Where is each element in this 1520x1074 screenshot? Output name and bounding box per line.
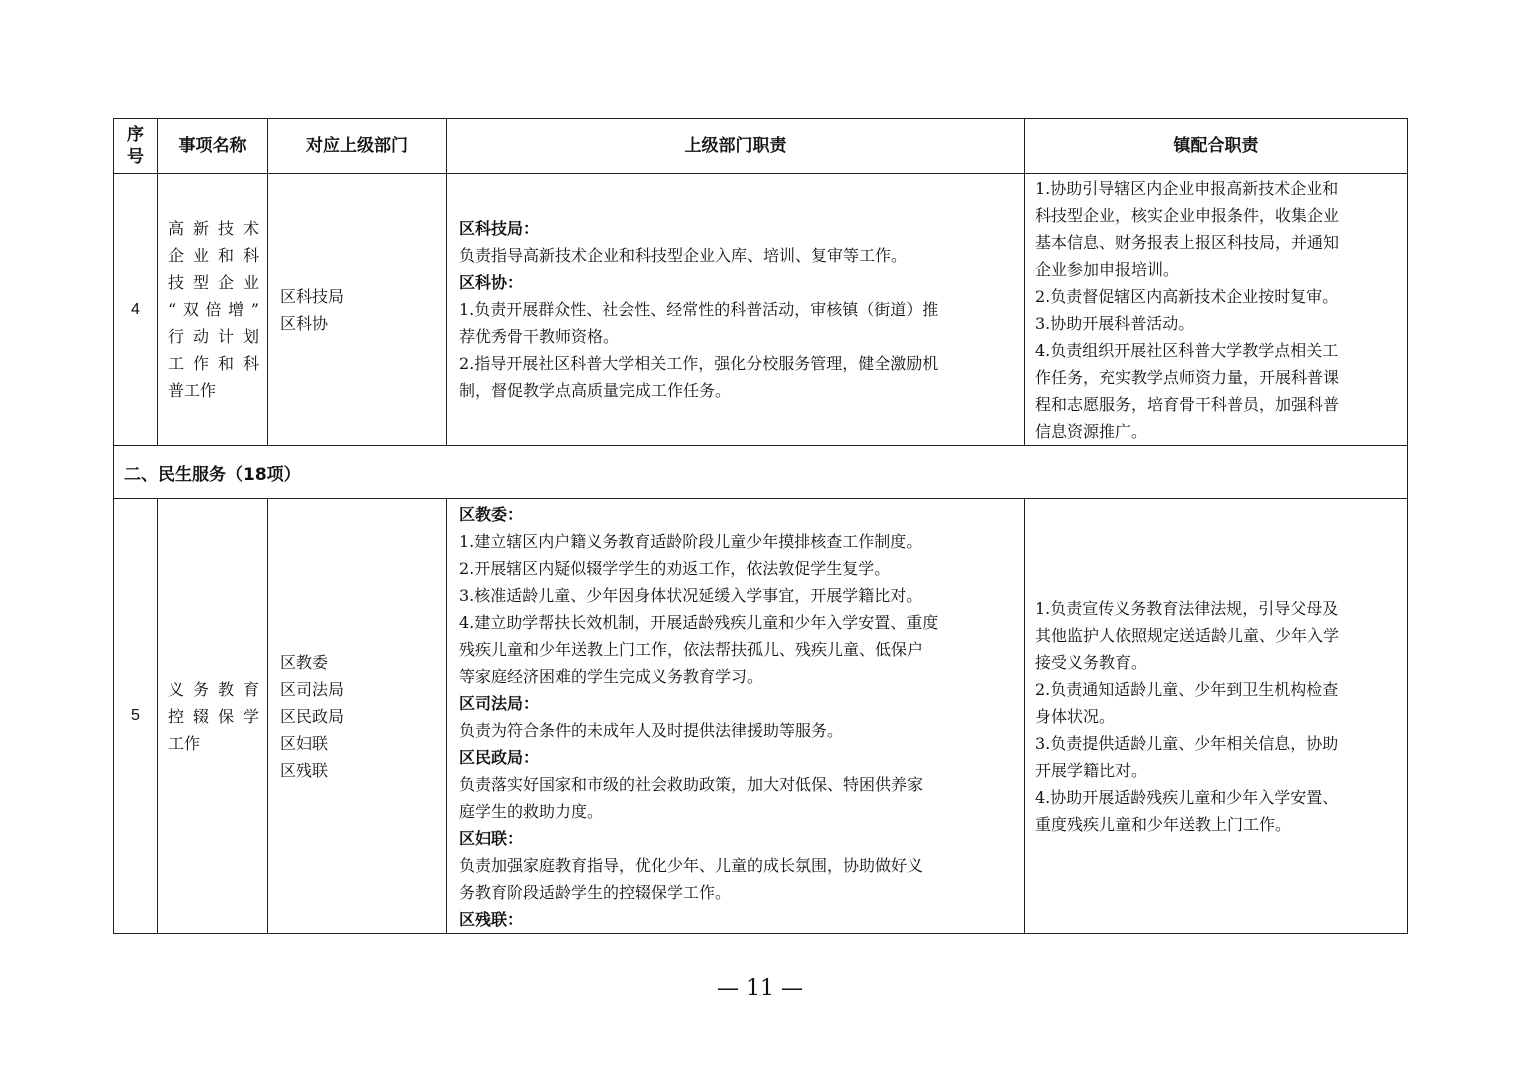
coop-line: 程和志愿服务，培育骨干科普员，加强科普 <box>1035 394 1340 414</box>
duty-line: 负责为符合条件的未成年人及时提供法律援助等服务。 <box>459 721 844 740</box>
duty-heading: 区司法局： <box>459 694 540 713</box>
header-num <box>114 119 158 174</box>
name-line: “双倍增” <box>168 300 259 319</box>
coop-line: 2.负责督促辖区内高新技术企业按时复审。 <box>1035 286 1339 306</box>
header-town-duty: 镇配合职责 <box>1025 119 1408 174</box>
dept-line: 区教委 <box>280 652 329 672</box>
dept-line: 区妇联 <box>280 733 329 753</box>
dept-line: 区司法局 <box>280 679 345 699</box>
coop-line: 信息资源推广。 <box>1035 421 1148 441</box>
coop-line: 企业参加申报培训。 <box>1035 259 1180 279</box>
coop-line: 接受义务教育。 <box>1035 652 1148 672</box>
duty-heading: 区科技局： <box>459 219 540 238</box>
duty-line: 2.指导开展社区科普大学相关工作，强化分校服务管理，健全激励机 <box>459 354 939 373</box>
duty-line: 2.开展辖区内疑似辍学学生的劝返工作，依法敦促学生复学。 <box>459 559 891 578</box>
name-line: 义务教育 <box>168 679 259 699</box>
row-depts <box>268 174 447 446</box>
duty-line: 3.核准适龄儿童、少年因身体状况延缓入学事宜，开展学籍比对。 <box>459 586 923 605</box>
duty-heading: 区教委： <box>459 505 524 524</box>
duty-heading: 区妇联： <box>459 829 524 848</box>
name-line: 控辍保学 <box>168 706 259 726</box>
name-line: 行动计划 <box>168 327 259 346</box>
coop-line: 身体状况。 <box>1035 706 1116 726</box>
coop-line: 1.协助引导辖区内企业申报高新技术企业和 <box>1035 178 1339 198</box>
table-header-row <box>114 119 1408 174</box>
dept-line: 区民政局 <box>280 706 345 726</box>
table-row <box>114 174 1408 446</box>
row-item-name <box>158 174 268 446</box>
coop-line: 3.负责提供适龄儿童、少年相关信息，协助 <box>1035 733 1339 753</box>
duty-line: 等家庭经济困难的学生完成义务教育学习。 <box>459 667 764 686</box>
header-num-line: 序 <box>127 125 144 145</box>
row-duties <box>447 174 1025 446</box>
name-line: 普工作 <box>168 381 217 400</box>
duty-line: 4.建立助学帮扶长效机制，开展适龄残疾儿童和少年入学安置、重度 <box>459 613 939 632</box>
section-title: 二、民生服务（18项） <box>114 446 1408 499</box>
duty-heading: 区科协： <box>459 273 524 292</box>
duty-line: 庭学生的救助力度。 <box>459 802 604 821</box>
header-item-name: 事项名称 <box>158 119 268 174</box>
row-item-name <box>158 499 268 934</box>
duty-line: 荐优秀骨干教师资格。 <box>459 327 620 346</box>
duty-line: 残疾儿童和少年送教上门工作，依法帮扶孤儿、残疾儿童、低保户 <box>459 640 924 659</box>
row-coop <box>1025 499 1408 934</box>
name-line: 工作 <box>168 733 201 753</box>
coop-line: 4.负责组织开展社区科普大学教学点相关工 <box>1035 340 1339 360</box>
page-number: — 11 — <box>717 976 803 1001</box>
coop-line: 重度残疾儿童和少年送教上门工作。 <box>1035 814 1292 834</box>
duties-table <box>113 118 1408 934</box>
section-row <box>114 446 1408 499</box>
header-superior-duty: 上级部门职责 <box>447 119 1025 174</box>
row-num: 5 <box>114 499 158 934</box>
coop-line: 2.负责通知适龄儿童、少年到卫生机构检查 <box>1035 679 1339 699</box>
duty-line: 负责指导高新技术企业和科技型企业入库、培训、复审等工作。 <box>459 246 908 265</box>
coop-line: 其他监护人依照规定送适龄儿童、少年入学 <box>1035 625 1340 645</box>
duty-line: 1.负责开展群众性、社会性、经常性的科普活动，审核镇（街道）推 <box>459 300 939 319</box>
row-duties <box>447 499 1025 934</box>
duty-heading: 区残联： <box>459 910 524 929</box>
coop-line: 3.协助开展科普活动。 <box>1035 313 1195 333</box>
duty-line: 制，督促教学点高质量完成工作任务。 <box>459 381 732 400</box>
coop-line: 4.协助开展适龄残疾儿童和少年入学安置、 <box>1035 787 1339 807</box>
table-row <box>114 499 1408 934</box>
coop-line: 科技型企业，核实企业申报条件，收集企业 <box>1035 205 1340 225</box>
dept-line: 区科协 <box>280 313 329 333</box>
coop-line: 1.负责宣传义务教育法律法规，引导父母及 <box>1035 598 1339 618</box>
dept-line: 区残联 <box>280 760 329 780</box>
duty-line: 负责加强家庭教育指导，优化少年、儿童的成长氛围，协助做好义 <box>459 856 924 875</box>
row-depts <box>268 499 447 934</box>
coop-line: 作任务，充实教学点师资力量，开展科普课 <box>1035 367 1340 387</box>
header-num-line: 号 <box>127 147 144 167</box>
row-coop <box>1025 174 1408 446</box>
row-num: 4 <box>114 174 158 446</box>
coop-line: 基本信息、财务报表上报区科技局，并通知 <box>1035 232 1340 252</box>
duty-heading: 区民政局： <box>459 748 540 767</box>
coop-line: 开展学籍比对。 <box>1035 760 1148 780</box>
duty-line: 务教育阶段适龄学生的控辍保学工作。 <box>459 883 732 902</box>
name-line: 企业和科 <box>168 246 259 265</box>
duty-line: 1.建立辖区内户籍义务教育适龄阶段儿童少年摸排核查工作制度。 <box>459 532 923 551</box>
duty-line: 负责落实好国家和市级的社会救助政策，加大对低保、特困供养家 <box>459 775 924 794</box>
dept-line: 区科技局 <box>280 286 345 306</box>
name-line: 技型企业 <box>168 273 259 292</box>
name-line: 高新技术 <box>168 219 259 238</box>
name-line: 工作和科 <box>168 354 259 373</box>
header-superior-dept: 对应上级部门 <box>268 119 447 174</box>
